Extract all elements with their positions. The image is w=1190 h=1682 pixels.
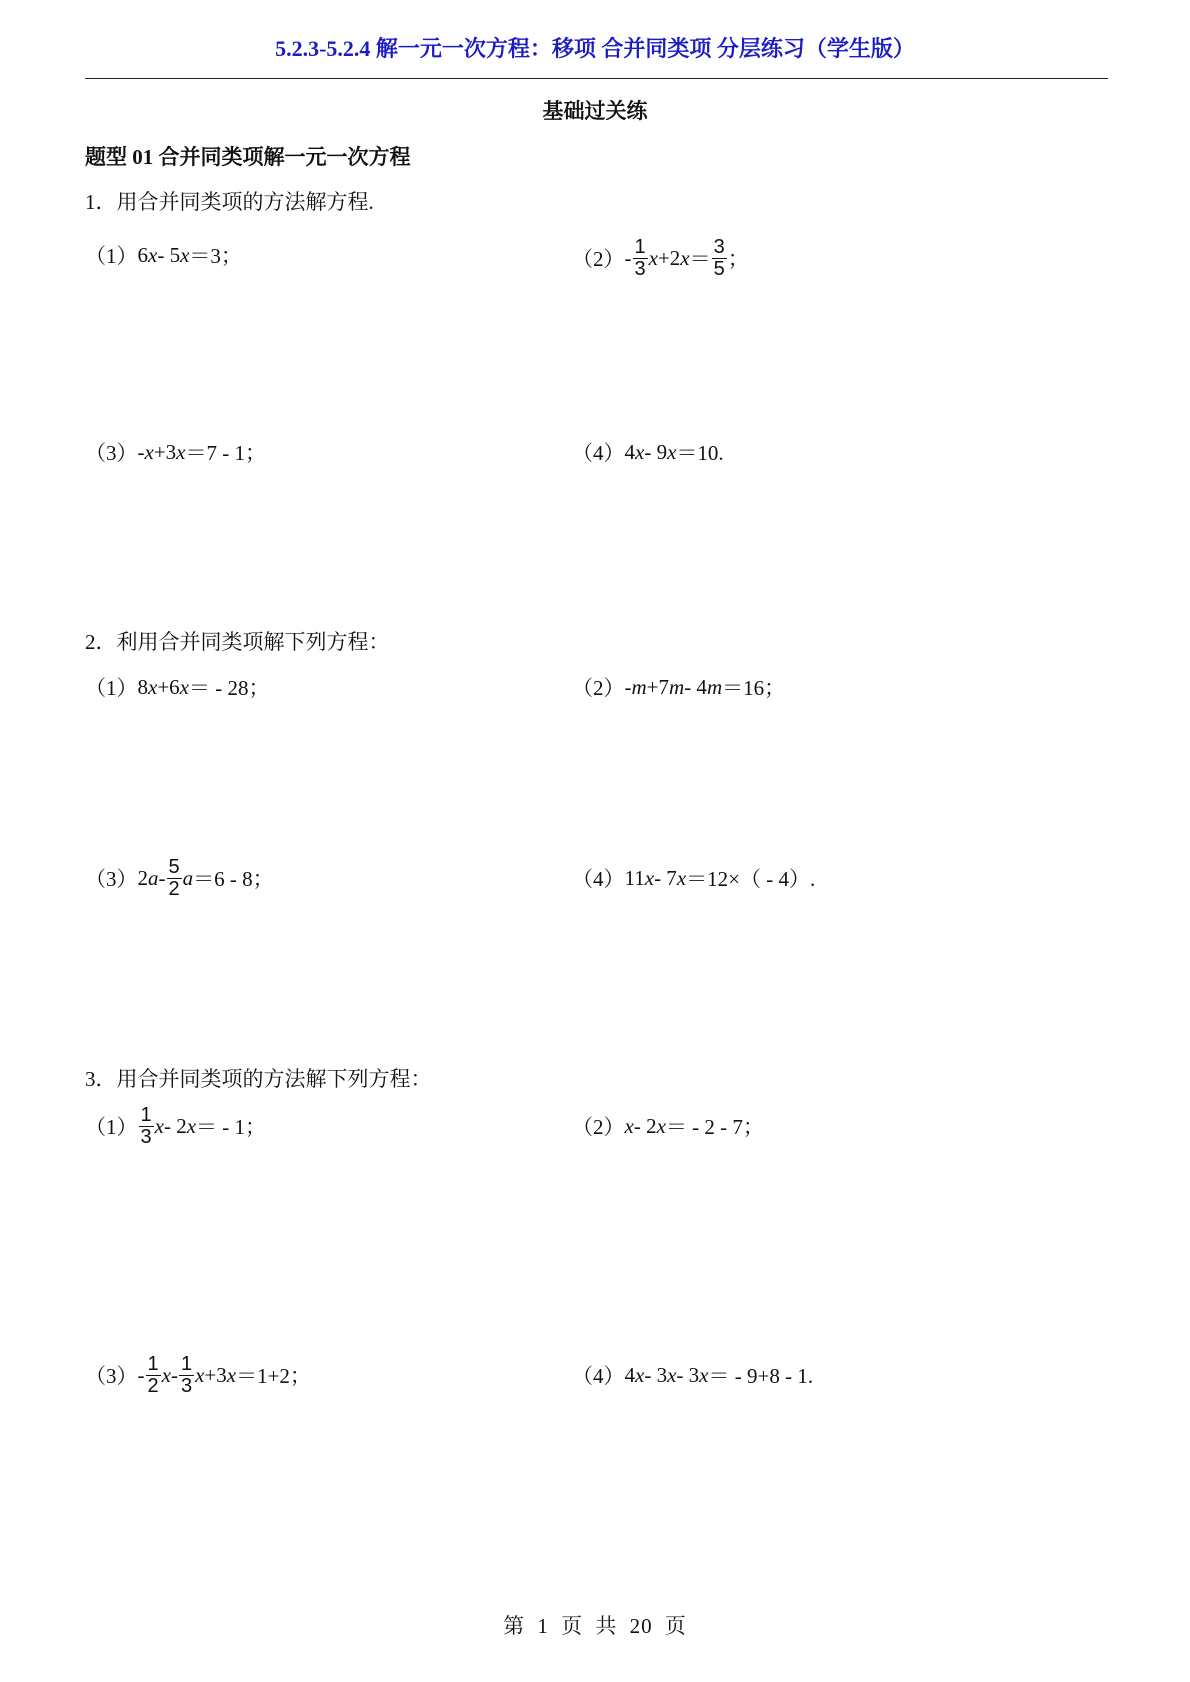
item-label: （3）	[85, 867, 138, 891]
item-label: （1）	[85, 676, 138, 700]
item-label: （1）	[85, 244, 138, 268]
variable: x	[644, 865, 655, 890]
fraction	[179, 1354, 194, 1397]
variable: x	[226, 1362, 237, 1387]
equation-text: - 5	[157, 242, 181, 267]
fraction-denominator: 3	[634, 257, 646, 280]
variable: x	[676, 865, 687, 890]
variable: x	[680, 245, 690, 270]
equation-text: +3	[153, 439, 177, 464]
variable: x	[195, 1362, 205, 1387]
fraction-denominator: 3	[140, 1125, 152, 1148]
equation-text: 8	[137, 674, 148, 699]
variable: a	[182, 865, 194, 890]
equation-text: 11	[624, 865, 645, 890]
variable: x	[656, 1113, 666, 1138]
variable: x	[148, 674, 158, 699]
equation-text: -	[170, 1362, 178, 1387]
question-3-item-2	[572, 1111, 764, 1141]
equation-text: -	[137, 439, 145, 464]
item-label: （1）	[85, 1115, 138, 1139]
header-divider	[85, 78, 1108, 79]
item-label: （3）	[85, 441, 138, 465]
equation-text: 6	[137, 242, 148, 267]
variable: m	[631, 674, 647, 699]
variable: x	[144, 439, 154, 464]
equation-text: -	[624, 674, 632, 699]
equation-text: +6	[157, 674, 180, 699]
question-3-stem: 3．用合并同类项的方法解下列方程：	[85, 1067, 432, 1091]
variable: a	[148, 865, 159, 890]
variable: x	[648, 245, 658, 270]
item-label: （2）	[572, 247, 625, 271]
question-1-item-1	[85, 240, 242, 270]
document-header-title: 5.2.3-5.2.4 解一元一次方程：移项 合并同类项 分层练习（学生版）	[275, 36, 915, 61]
fraction-denominator: 5	[713, 257, 725, 280]
equation-text: ＝ - 1；	[196, 1115, 267, 1139]
equation-text: - 9	[644, 439, 668, 464]
fraction-numerator: 1	[180, 1352, 193, 1375]
equation-text: ＝ - 28；	[189, 676, 270, 700]
equation-text: ＝10.	[676, 441, 724, 465]
equation-text: -	[624, 245, 632, 270]
equation-text: ＝7 - 1；	[185, 441, 266, 465]
variable: x	[161, 1362, 171, 1387]
question-2-stem: 2．利用合并同类项解下列方程：	[85, 630, 390, 654]
equation-text: -	[158, 865, 166, 890]
equation-text: - 7	[654, 865, 677, 890]
fraction-denominator: 2	[168, 877, 180, 900]
variable: x	[667, 1362, 677, 1387]
item-label: （4）	[572, 867, 625, 891]
equation-text: 2	[137, 865, 148, 890]
item-label: （2）	[572, 676, 625, 700]
variable: x	[635, 1362, 645, 1387]
item-label: （4）	[572, 441, 625, 465]
question-3-item-1	[85, 1104, 266, 1148]
equation-text: ＝ - 2 - 7；	[665, 1115, 764, 1139]
equation-text: ＝	[689, 247, 711, 271]
question-2-item-3	[85, 856, 274, 900]
equation-text: - 3	[676, 1362, 700, 1387]
equation-text: ＝6 - 8；	[193, 867, 274, 891]
variable: x	[667, 439, 677, 464]
fraction-numerator: 3	[713, 235, 725, 258]
fraction-numerator: 1	[140, 1103, 152, 1126]
question-1-item-3	[85, 437, 266, 467]
question-2-item-2	[572, 672, 785, 702]
equation-text: ＝1+2；	[236, 1364, 311, 1388]
equation-text: ＝16；	[722, 676, 786, 700]
page-number-footer: 第 1 页 共 20 页	[503, 1614, 687, 1638]
question-2-item-1	[85, 672, 270, 702]
equation-text: - 2	[163, 1113, 187, 1138]
question-3-item-4	[572, 1360, 813, 1390]
variable: x	[624, 1113, 634, 1138]
fraction-numerator: 5	[168, 855, 180, 878]
question-1-stem: 1．用合并同类项的方法解方程.	[85, 190, 374, 214]
question-1-item-4	[572, 437, 724, 467]
variable: x	[180, 242, 190, 267]
item-label: （2）	[572, 1115, 625, 1139]
equation-text: 4	[624, 439, 635, 464]
item-label: （3）	[85, 1364, 138, 1388]
variable: x	[148, 242, 158, 267]
variable: x	[176, 439, 186, 464]
equation-text: +7	[646, 674, 670, 699]
question-2-item-4	[572, 863, 815, 893]
fraction-numerator: 1	[634, 235, 646, 258]
equation-text: ；	[727, 247, 749, 271]
question-3-item-3	[85, 1353, 311, 1397]
fraction	[139, 1105, 154, 1148]
equation-text: 4	[624, 1362, 635, 1387]
variable: x	[179, 674, 189, 699]
equation-text: ＝ - 9+8 - 1.	[708, 1364, 814, 1388]
variable: x	[699, 1362, 709, 1387]
variable: m	[706, 674, 723, 699]
item-label: （4）	[572, 1364, 625, 1388]
fraction-denominator: 3	[180, 1374, 193, 1397]
fraction	[633, 237, 648, 280]
variable: x	[154, 1113, 164, 1138]
section-title: 基础过关练	[542, 99, 648, 123]
fraction	[712, 237, 727, 280]
fraction	[146, 1354, 161, 1397]
variable: x	[635, 439, 645, 464]
fraction-numerator: 1	[147, 1352, 159, 1375]
fraction	[167, 857, 182, 900]
equation-text: ＝3；	[189, 244, 242, 268]
equation-text: +2	[657, 245, 681, 270]
equation-text: - 3	[644, 1362, 668, 1387]
variable: m	[669, 674, 685, 699]
equation-text: - 2	[633, 1113, 657, 1138]
fraction-denominator: 2	[147, 1374, 159, 1397]
question-1-item-2	[572, 236, 749, 280]
equation-text: ＝12×（ - 4）.	[686, 867, 816, 891]
variable: x	[186, 1113, 197, 1138]
question-type-title: 题型 01 合并同类项解一元一次方程	[85, 145, 411, 169]
equation-text: -	[137, 1362, 145, 1387]
equation-text: - 4	[684, 674, 707, 699]
equation-text: +3	[204, 1362, 227, 1387]
